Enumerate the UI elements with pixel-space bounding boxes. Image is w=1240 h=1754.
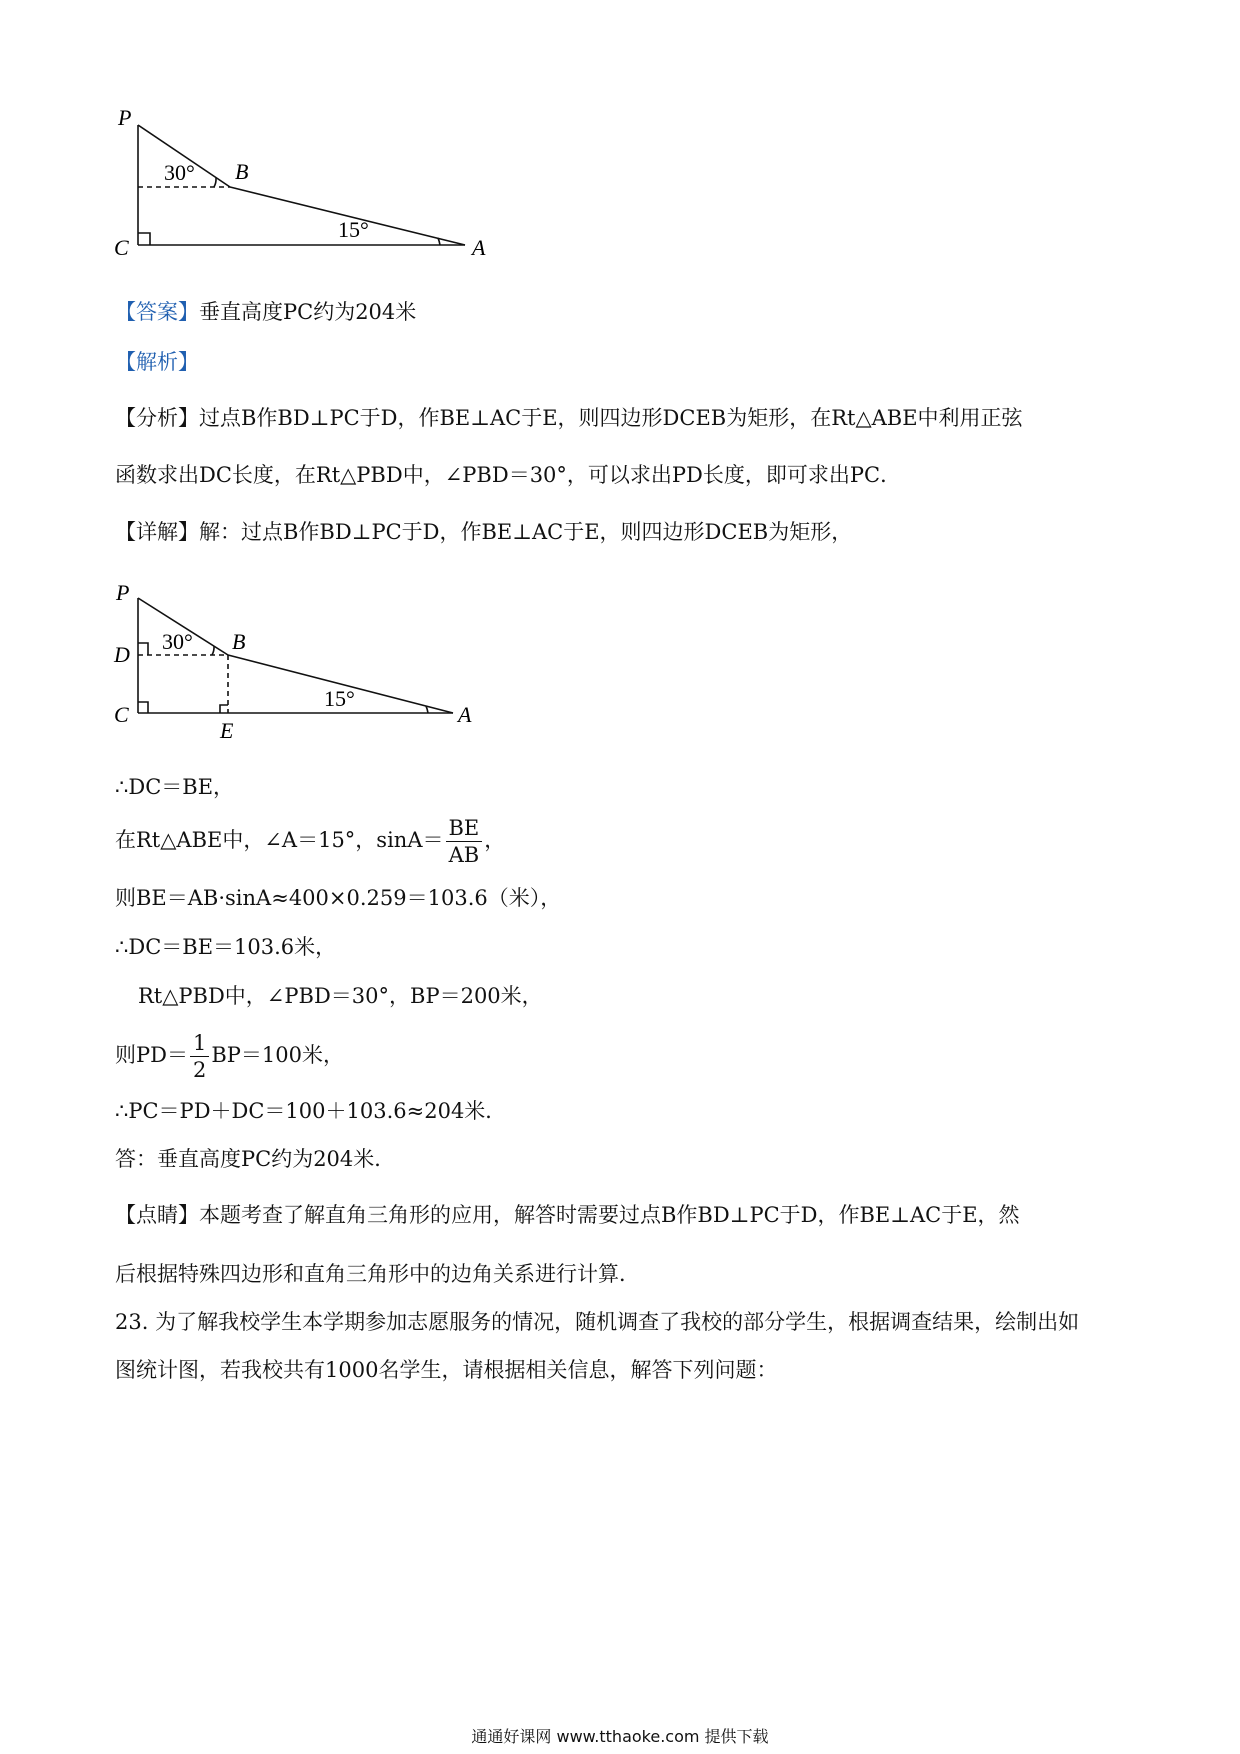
- fig2-label-e: E: [220, 718, 234, 743]
- fenxi-text-2: 函数求出DC长度，在Rt△PBD中，∠PBD＝30°，可以求出PD长度，即可求出PC．: [115, 463, 902, 487]
- step-7-text: ∴PC＝PD＋DC＝100＋103.6≈204米．: [115, 1099, 507, 1123]
- fig1-angle-30: 30°: [164, 160, 195, 185]
- step-8-text: 答：垂直高度PC约为204米．: [115, 1147, 396, 1171]
- fenxi-line-2: [115, 460, 901, 490]
- xiangjie-tag: 【详解】: [115, 520, 199, 544]
- step-8: [115, 1144, 395, 1174]
- step-1: [115, 772, 234, 802]
- step-3-text: 则BE＝AB·sinA≈400×0.259＝103.6（米），: [115, 886, 562, 910]
- step-1-text: ∴DC＝BE，: [115, 775, 235, 799]
- step-2-post: ，: [484, 828, 506, 852]
- answer-line: [115, 297, 416, 327]
- dianjing-line-1: [115, 1200, 1020, 1230]
- step-7: [115, 1096, 506, 1126]
- fig2-label-b: B: [232, 629, 246, 654]
- step-6-pre: 则PD＝: [115, 1043, 188, 1067]
- question-23-text-2: 图统计图，若我校共有1000名学生，请根据相关信息，解答下列问题：: [115, 1358, 778, 1382]
- dianjing-text-1: 本题考查了解直角三角形的应用，解答时需要过点B作BD⊥PC于D，作BE⊥AC于E，然: [199, 1203, 1020, 1227]
- xiangjie-text: 解：过点B作BD⊥PC于D，作BE⊥AC于E，则四边形DCEB为矩形，: [199, 520, 853, 544]
- fraction-denominator: 2: [192, 1058, 207, 1082]
- dianjing-text-2: 后根据特殊四边形和直角三角形中的边角关系进行计算．: [115, 1262, 640, 1286]
- step-6: [115, 1027, 344, 1083]
- fraction-numerator: 1: [190, 1030, 209, 1057]
- step-2: [115, 812, 505, 868]
- step-2-pre: 在Rt△ABE中，∠A＝15°，sinA＝: [115, 828, 444, 852]
- answer-text: 垂直高度PC约为204米: [199, 300, 417, 324]
- analysis-heading: [115, 347, 199, 377]
- dianjing-line-2: [115, 1259, 640, 1289]
- fig2-label-p: P: [116, 580, 130, 605]
- step-3: [115, 883, 561, 913]
- step-5-text: Rt△PBD中，∠PBD＝30°，BP＝200米，: [138, 984, 543, 1008]
- analysis-tag: 【解析】: [115, 350, 199, 374]
- fig1-label-c: C: [114, 235, 129, 260]
- fig1-label-p: P: [118, 105, 132, 130]
- fraction-be-ab: [446, 815, 483, 868]
- step-4: [115, 932, 336, 962]
- fraction-denominator: AB: [448, 843, 480, 867]
- figure-2-triangle: [108, 578, 488, 748]
- fenxi-tag: 【分析】: [115, 406, 199, 430]
- answer-tag: 【答案】: [115, 300, 199, 324]
- fraction-one-half: [190, 1030, 209, 1083]
- fenxi-line-1: [115, 403, 1023, 433]
- step-4-text: ∴DC＝BE＝103.6米，: [115, 935, 337, 959]
- question-23-line-2: [115, 1355, 777, 1385]
- fig2-label-a: A: [458, 702, 472, 727]
- step-5: [138, 981, 543, 1011]
- fenxi-text-1: 过点B作BD⊥PC于D，作BE⊥AC于E，则四边形DCEB为矩形，在Rt△ABE中利用正弦: [199, 406, 1023, 430]
- fig2-label-d: D: [114, 642, 130, 667]
- fig2-label-c: C: [114, 702, 129, 727]
- fig1-label-b: B: [235, 159, 249, 184]
- fig2-angle-30: 30°: [162, 629, 193, 654]
- fig1-angle-15: 15°: [338, 217, 369, 242]
- fig2-angle-15: 15°: [324, 686, 355, 711]
- xiangjie-line: [115, 517, 852, 547]
- step-6-post: BP＝100米，: [211, 1043, 344, 1067]
- question-23-text-1: 23. 为了解我校学生本学期参加志愿服务的情况，随机调查了我校的部分学生，根据调查结果，绘制出如: [115, 1310, 1080, 1334]
- dianjing-tag: 【点睛】: [115, 1203, 199, 1227]
- fig1-label-a: A: [472, 235, 486, 260]
- figure-1-triangle: [110, 105, 510, 265]
- question-23-line-1: [115, 1307, 1079, 1337]
- page-footer: 通通好课网 www.tthaoke.com 提供下载: [471, 1727, 769, 1746]
- fraction-numerator: BE: [446, 815, 483, 842]
